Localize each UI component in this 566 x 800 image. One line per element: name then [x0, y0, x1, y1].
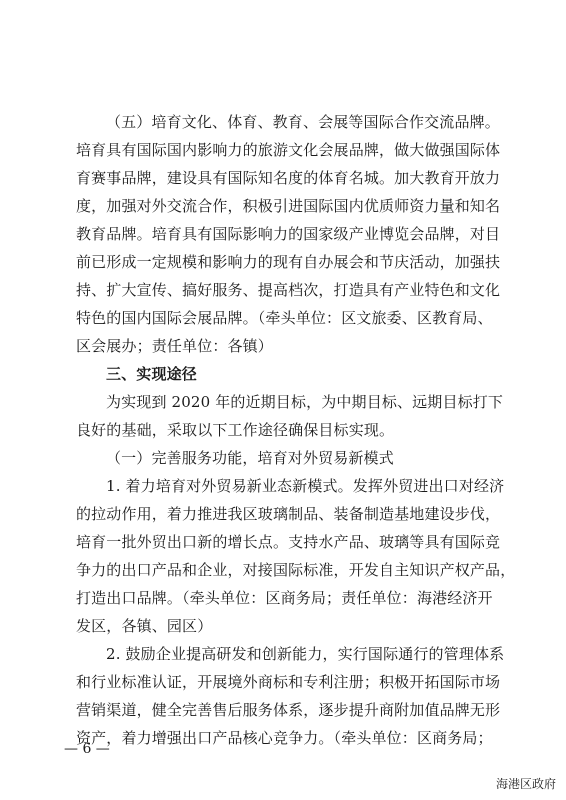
paragraph-line: 特色的国内国际会展品牌。（牵头单位：区文旅委、区教育局、: [76, 309, 493, 327]
paragraph-line: 发区，各镇、园区）: [76, 617, 213, 635]
paragraph-line: 区会展办；责任单位：各镇）: [76, 337, 273, 355]
paragraph-line: 育赛事品牌，建设具有国际知名度的体育名城。加大教育开放力: [76, 169, 501, 187]
page-number: — 6 —: [64, 741, 110, 757]
paragraph-line: 打造出口品牌。（牵头单位：区商务局；责任单位：海港经济开: [76, 589, 493, 607]
paragraph-line: 的拉动作用，着力推进我区玻璃制品、装备制造基地建设步伐，: [76, 505, 501, 523]
paragraph-line: 培育具有国际国内影响力的旅游文化会展品牌，做大做强国际体: [76, 141, 501, 159]
paragraph-line: 前已形成一定规模和影响力的现有自办展会和节庆活动，加强扶: [76, 253, 501, 271]
paragraph-line: 良好的基础，采取以下工作途径确保目标实现。: [76, 421, 395, 439]
paragraph-line: 教育品牌。培育具有国际影响力的国家级产业博览会品牌，对目: [76, 225, 501, 243]
source-watermark: 海港区政府: [495, 777, 556, 791]
paragraph-line: （五）培育文化、体育、教育、会展等国际合作交流品牌。: [106, 113, 500, 131]
subsection-heading: （一）完善服务功能，培育对外贸易新模式: [106, 449, 394, 467]
paragraph-line: 度，加强对外交流合作，积极引进国际国内优质师资力量和知名: [76, 197, 501, 215]
paragraph-line: 和行业标准认证，开展境外商标和专利注册；积极开拓国际市场: [76, 673, 501, 691]
section-heading: 三、实现途径: [106, 365, 197, 383]
paragraph-line: 培育一批外贸出口新的增长点。支持水产品、玻璃等具有国际竞: [76, 533, 501, 551]
paragraph-line: 为实现到 2020 年的近期目标，为中期目标、远期目标打下: [106, 393, 504, 411]
paragraph-line: 营销渠道，健全完善售后服务体系，逐步提升商附加值品牌无形: [76, 701, 501, 719]
paragraph-line: 资产，着力增强出口产品核心竞争力。（牵头单位：区商务局；: [76, 729, 493, 747]
paragraph-line: 1. 着力培育对外贸易新业态新模式。发挥外贸进出口对经济: [106, 477, 505, 495]
paragraph-line: 持、扩大宣传、搞好服务、提高档次，打造具有产业特色和文化: [76, 281, 501, 299]
paragraph-line: 争力的出口产品和企业，对接国际标准，开发自主知识产权产品，: [76, 561, 516, 579]
paragraph-line: 2. 鼓励企业提高研发和创新能力，实行国际通行的管理体系: [106, 645, 505, 663]
